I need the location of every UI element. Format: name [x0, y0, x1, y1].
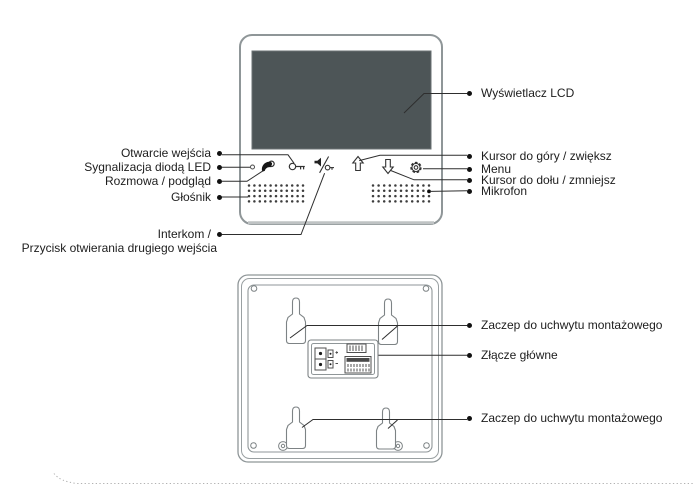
back-panel: [238, 275, 442, 462]
leader-bullet: [467, 91, 472, 96]
label-text: Głośnik: [170, 189, 211, 204]
leader-bullet: [467, 353, 472, 358]
label-kursor-gora: [467, 150, 612, 163]
front-panel: [240, 35, 442, 224]
next-figure-dotted-edge: [54, 474, 695, 484]
leader-bullet: [217, 151, 222, 156]
leader-bullet: [217, 179, 222, 184]
microphone-hole: [427, 190, 431, 194]
label-rozmowa-podglad: [0, 175, 222, 188]
leader-bullet: [467, 167, 472, 172]
label-text: Interkom /: [157, 227, 211, 241]
label-wyswietlacz-lcd: [467, 87, 574, 100]
label-glosnik: [0, 191, 222, 204]
leader-bullet: [467, 189, 472, 194]
main-connector: [308, 340, 378, 378]
leader-bullet: [467, 416, 472, 421]
label-text: Złącze główne: [481, 347, 558, 362]
label-sygnalizacja-led: [0, 161, 222, 174]
leader-bullet: [467, 178, 472, 183]
lcd-screen: [252, 51, 431, 149]
label-zaczep-gorny: [467, 319, 662, 332]
label-text: Menu: [481, 161, 512, 176]
label-zlacze-glowne: [467, 349, 558, 362]
label-text: Otwarcie wejścia: [120, 146, 211, 160]
led-indicator: [251, 165, 255, 169]
label-text: Zaczep do uchwytu montażowego: [481, 317, 663, 332]
label-mikrofon: [467, 185, 527, 198]
label-text: Wyświetlacz LCD: [481, 86, 575, 100]
leader-bullet: [467, 154, 472, 159]
label-text: Sygnalizacja diodą LED: [84, 160, 211, 174]
label-text: Kursor do góry / zwiększ: [481, 148, 612, 163]
label-otwarcie-wejscia: [0, 147, 222, 160]
leader-bullet: [217, 232, 222, 237]
label-text: Rozmowa / podgląd: [104, 174, 211, 188]
leader-bullet: [467, 323, 472, 328]
label-zaczep-dolny: [467, 412, 662, 425]
label-przycisk-drugiego-wejscia: [0, 242, 217, 255]
label-text: Kursor do dołu / zmniejsz: [481, 172, 616, 187]
leader-bullet: [217, 195, 222, 200]
label-text: Mikrofon: [481, 183, 528, 198]
label-text: Zaczep do uchwytu montażowego: [481, 410, 663, 425]
label-text: Przycisk otwierania drugiego wejścia: [21, 240, 217, 255]
leader-bullet: [217, 165, 222, 170]
label-interkom: [0, 228, 222, 241]
